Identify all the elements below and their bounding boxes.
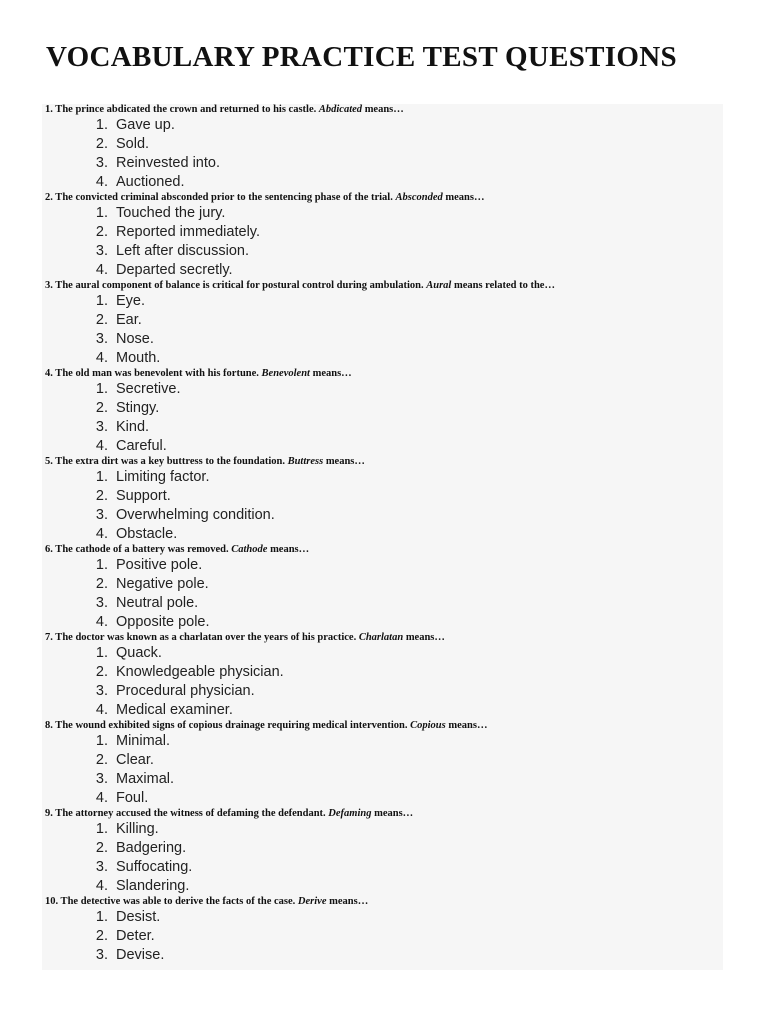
vocab-term: Benevolent xyxy=(261,368,310,379)
option-text: Devise. xyxy=(116,947,165,963)
option-text: Slandering. xyxy=(116,878,190,894)
answer-options xyxy=(42,820,723,896)
answer-option xyxy=(42,663,723,682)
option-number: 3. xyxy=(95,595,108,611)
question-stem xyxy=(42,720,723,732)
vocab-term: Abdicated xyxy=(318,104,363,115)
question-text: 9. The attorney accused the witness of defaming the defendant. xyxy=(45,808,329,819)
answer-option xyxy=(42,116,723,135)
question-block xyxy=(42,104,723,192)
option-text: Careful. xyxy=(116,438,167,454)
vocab-term: Absconded xyxy=(395,192,443,203)
question-suffix: means… xyxy=(445,720,488,731)
question-stem xyxy=(42,192,723,204)
question-block xyxy=(42,192,723,280)
answer-option xyxy=(42,701,723,720)
question-text: 4. The old man was benevolent with his fortune. xyxy=(45,368,262,379)
option-text: Eye. xyxy=(116,293,146,309)
option-text: Support. xyxy=(116,488,171,504)
question-text: 1. The prince abdicated the crown and returned to his castle. xyxy=(45,104,319,115)
question-suffix: means… xyxy=(442,192,485,203)
option-text: Auctioned. xyxy=(116,174,185,190)
option-text: Maximal. xyxy=(116,771,175,787)
answer-option xyxy=(42,946,723,965)
answer-option xyxy=(42,223,723,242)
option-text: Left after discussion. xyxy=(116,243,249,259)
vocab-term: Buttress xyxy=(287,456,324,467)
question-suffix: means… xyxy=(371,808,414,819)
option-number: 3. xyxy=(95,683,108,699)
option-number: 3. xyxy=(95,947,108,963)
option-number: 2. xyxy=(95,840,108,856)
answer-option xyxy=(42,204,723,223)
answer-options xyxy=(42,292,723,368)
answer-option xyxy=(42,575,723,594)
answer-option xyxy=(42,732,723,751)
answer-option xyxy=(42,418,723,437)
option-text: Positive pole. xyxy=(116,557,203,573)
question-text: 6. The cathode of a battery was removed. xyxy=(45,544,232,555)
question-text: 5. The extra dirt was a key buttress to the foundation. xyxy=(45,456,288,467)
answer-option xyxy=(42,525,723,544)
option-number: 3. xyxy=(95,419,108,435)
option-text: Reported immediately. xyxy=(116,224,260,240)
question-stem xyxy=(42,368,723,380)
answer-option xyxy=(42,820,723,839)
option-text: Desist. xyxy=(116,909,161,925)
question-suffix: means… xyxy=(267,544,310,555)
option-text: Stingy. xyxy=(116,400,160,416)
answer-option xyxy=(42,135,723,154)
option-number: 4. xyxy=(95,174,108,190)
answer-option xyxy=(42,349,723,368)
answer-option xyxy=(42,682,723,701)
option-text: Ear. xyxy=(116,312,142,328)
option-number: 4. xyxy=(95,526,108,542)
option-number: 1. xyxy=(95,645,108,661)
option-number: 2. xyxy=(95,312,108,328)
option-number: 2. xyxy=(95,136,108,152)
answer-option xyxy=(42,839,723,858)
option-number: 3. xyxy=(95,507,108,523)
option-number: 4. xyxy=(95,878,108,894)
answer-option xyxy=(42,311,723,330)
option-text: Suffocating. xyxy=(116,859,193,875)
question-text: 8. The wound exhibited signs of copious drainage requiring medical intervention. xyxy=(45,720,411,731)
vocab-term: Aural xyxy=(426,280,452,291)
option-number: 3. xyxy=(95,243,108,259)
option-number: 4. xyxy=(95,262,108,278)
option-text: Gave up. xyxy=(116,117,175,133)
option-text: Touched the jury. xyxy=(116,205,226,221)
question-stem xyxy=(42,808,723,820)
option-number: 1. xyxy=(95,293,108,309)
answer-option xyxy=(42,506,723,525)
option-number: 1. xyxy=(95,821,108,837)
question-stem xyxy=(42,632,723,644)
option-number: 2. xyxy=(95,576,108,592)
answer-option xyxy=(42,751,723,770)
answer-option xyxy=(42,399,723,418)
answer-option xyxy=(42,437,723,456)
question-block xyxy=(42,896,723,965)
option-number: 2. xyxy=(95,928,108,944)
answer-options xyxy=(42,732,723,808)
option-number: 4. xyxy=(95,702,108,718)
answer-option xyxy=(42,261,723,280)
option-text: Secretive. xyxy=(116,381,181,397)
answer-options xyxy=(42,380,723,456)
vocab-term: Defaming xyxy=(328,808,372,819)
answer-options xyxy=(42,556,723,632)
question-suffix: means… xyxy=(362,104,404,115)
option-number: 1. xyxy=(95,381,108,397)
question-list xyxy=(42,104,723,970)
option-number: 2. xyxy=(95,488,108,504)
option-number: 2. xyxy=(95,752,108,768)
option-number: 4. xyxy=(95,614,108,630)
question-block xyxy=(42,544,723,632)
option-number: 3. xyxy=(95,331,108,347)
option-text: Medical examiner. xyxy=(116,702,233,718)
option-text: Badgering. xyxy=(116,840,187,856)
question-block xyxy=(42,280,723,368)
page-title: VOCABULARY PRACTICE TEST QUESTIONS xyxy=(46,41,677,73)
answer-option xyxy=(42,877,723,896)
option-number: 1. xyxy=(95,205,108,221)
option-number: 1. xyxy=(95,909,108,925)
question-block xyxy=(42,808,723,896)
question-block xyxy=(42,632,723,720)
question-text: 7. The doctor was known as a charlatan over the years of his practice. xyxy=(45,632,359,643)
answer-option xyxy=(42,858,723,877)
option-number: 4. xyxy=(95,790,108,806)
option-text: Knowledgeable physician. xyxy=(116,664,284,680)
option-text: Clear. xyxy=(116,752,154,768)
question-suffix: means… xyxy=(309,368,352,379)
option-number: 1. xyxy=(95,117,108,133)
option-number: 4. xyxy=(95,438,108,454)
option-number: 1. xyxy=(95,469,108,485)
option-number: 3. xyxy=(95,859,108,875)
answer-option xyxy=(42,487,723,506)
option-number: 1. xyxy=(95,557,108,573)
option-text: Procedural physician. xyxy=(116,683,255,699)
option-number: 4. xyxy=(95,350,108,366)
option-text: Foul. xyxy=(116,790,149,806)
option-text: Neutral pole. xyxy=(116,595,199,611)
question-stem xyxy=(42,104,723,116)
option-text: Deter. xyxy=(116,928,155,944)
answer-option xyxy=(42,380,723,399)
answer-options xyxy=(42,116,723,192)
answer-option xyxy=(42,770,723,789)
answer-options xyxy=(42,204,723,280)
answer-option xyxy=(42,908,723,927)
answer-option xyxy=(42,173,723,192)
option-text: Sold. xyxy=(116,136,150,152)
option-number: 3. xyxy=(95,155,108,171)
answer-options xyxy=(42,468,723,544)
answer-option xyxy=(42,594,723,613)
option-text: Minimal. xyxy=(116,733,170,749)
question-stem xyxy=(42,280,723,292)
answer-option xyxy=(42,242,723,261)
option-number: 1. xyxy=(95,733,108,749)
option-text: Nose. xyxy=(116,331,154,347)
question-suffix: means related to the… xyxy=(451,280,555,291)
answer-option xyxy=(42,927,723,946)
answer-option xyxy=(42,789,723,808)
answer-options xyxy=(42,908,723,965)
question-text: 2. The convicted criminal absconded prior to the sentencing phase of the trial. xyxy=(45,192,396,203)
option-text: Opposite pole. xyxy=(116,614,210,630)
vocab-term: Charlatan xyxy=(358,632,404,643)
question-block xyxy=(42,456,723,544)
answer-option xyxy=(42,292,723,311)
question-suffix: means… xyxy=(403,632,445,643)
answer-option xyxy=(42,330,723,349)
option-number: 2. xyxy=(95,224,108,240)
vocab-term: Copious xyxy=(410,720,446,731)
option-text: Limiting factor. xyxy=(116,469,210,485)
option-text: Quack. xyxy=(116,645,162,661)
question-stem xyxy=(42,544,723,556)
question-stem xyxy=(42,896,723,908)
option-text: Killing. xyxy=(116,821,159,837)
option-number: 2. xyxy=(95,664,108,680)
vocab-term: Derive xyxy=(297,896,327,907)
option-number: 2. xyxy=(95,400,108,416)
answer-options xyxy=(42,644,723,720)
option-text: Mouth. xyxy=(116,350,161,366)
question-block xyxy=(42,720,723,808)
answer-option xyxy=(42,644,723,663)
question-stem xyxy=(42,456,723,468)
option-text: Reinvested into. xyxy=(116,155,220,171)
question-suffix: means… xyxy=(323,456,365,467)
answer-option xyxy=(42,613,723,632)
vocab-term: Cathode xyxy=(231,544,268,555)
option-text: Kind. xyxy=(116,419,150,435)
answer-option xyxy=(42,468,723,487)
option-text: Obstacle. xyxy=(116,526,178,542)
option-number: 3. xyxy=(95,771,108,787)
option-text: Departed secretly. xyxy=(116,262,233,278)
option-text: Negative pole. xyxy=(116,576,209,592)
question-text: 10. The detective was able to derive the facts of the case. xyxy=(45,896,298,907)
option-text: Overwhelming condition. xyxy=(116,507,275,523)
answer-option xyxy=(42,154,723,173)
question-suffix: means… xyxy=(326,896,369,907)
question-block xyxy=(42,368,723,456)
answer-option xyxy=(42,556,723,575)
question-text: 3. The aural component of balance is critical for postural control during ambulation. xyxy=(45,280,427,291)
